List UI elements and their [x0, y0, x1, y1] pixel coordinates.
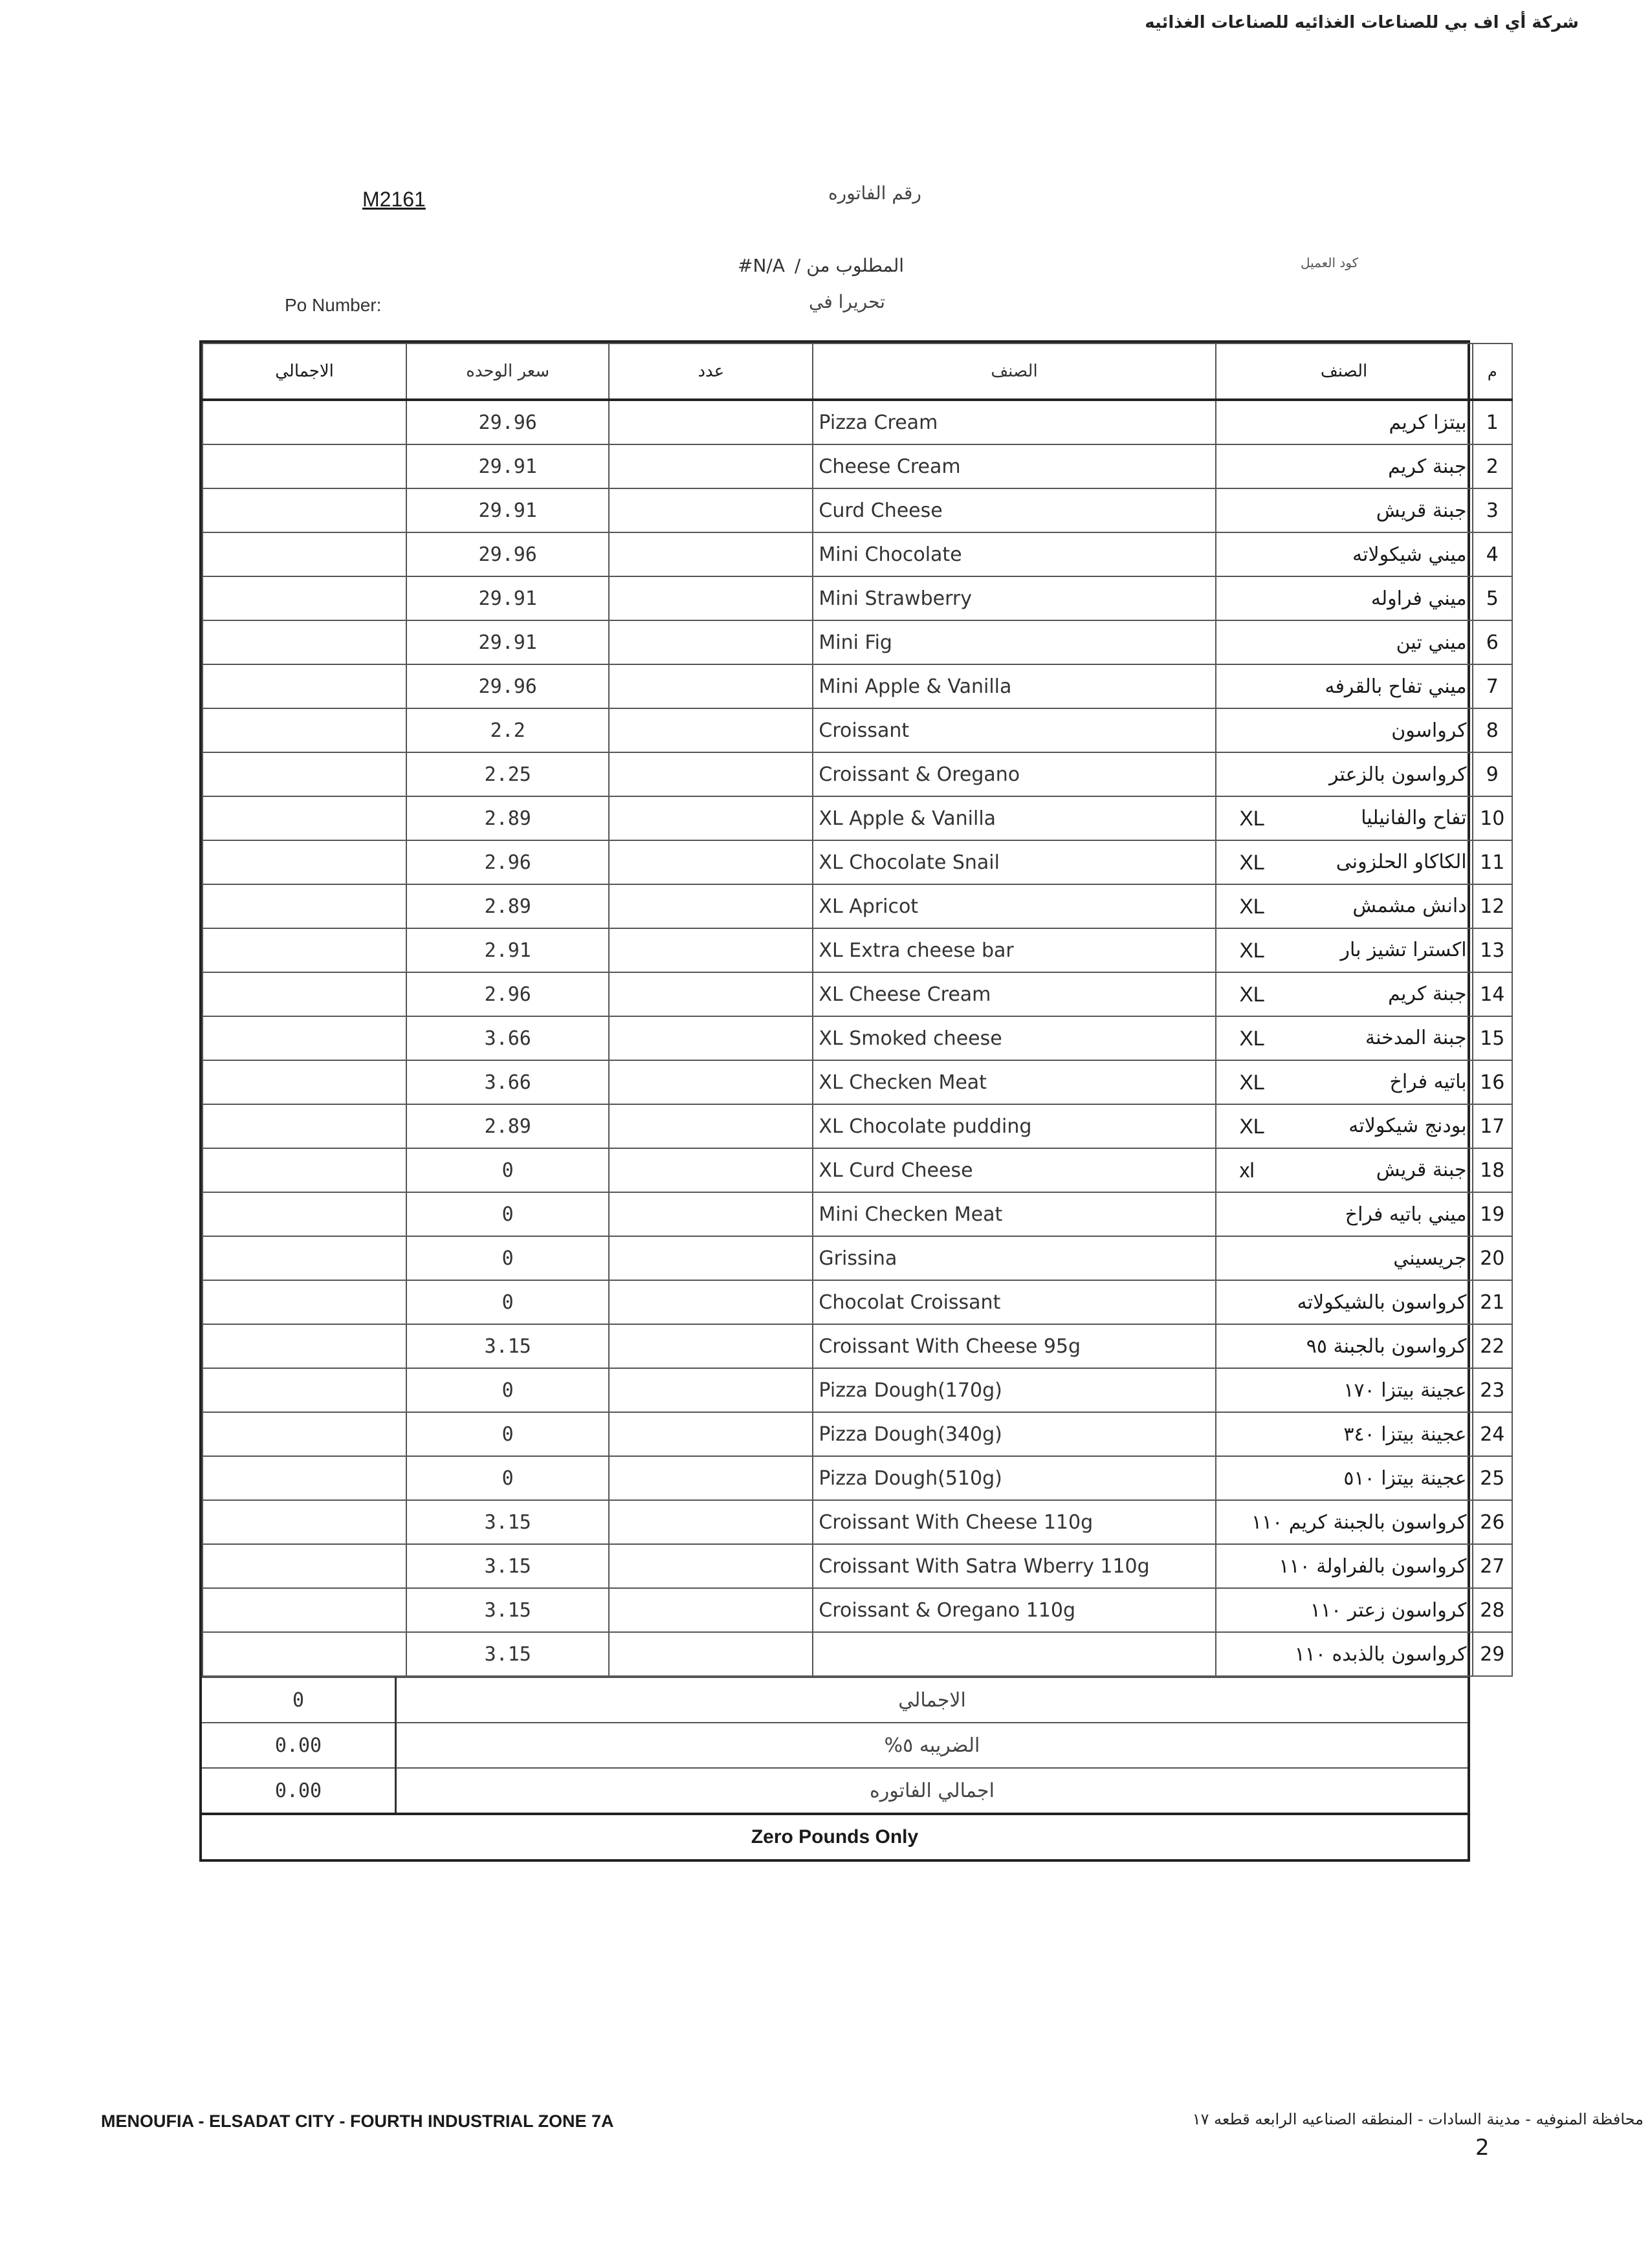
row-item-en: Mini Chocolate	[813, 532, 1215, 576]
po-number-label: Po Number:	[285, 295, 382, 315]
row-total-cell	[203, 576, 406, 620]
row-qty-cell	[609, 1368, 813, 1412]
row-item-ar	[1216, 1412, 1473, 1456]
row-total-cell	[203, 1412, 406, 1456]
company-name: شركة أي اف بي للصناعات الغذائيه للصناعات الغذائيه	[1145, 13, 1579, 32]
tax-label: الضريبه ٥%	[396, 1723, 1468, 1768]
row-unit-price: 29.96	[406, 664, 609, 708]
row-unit-price: 0	[406, 1280, 609, 1324]
table-row	[203, 1500, 1512, 1544]
row-number: 10	[1473, 796, 1512, 840]
row-item-en: XL Apricot	[813, 884, 1215, 928]
row-total-cell	[203, 1060, 406, 1104]
row-item-ar	[1216, 972, 1473, 1016]
row-item-ar-text: كرواسون بالزعتر	[1329, 763, 1467, 786]
table-row	[203, 1456, 1512, 1500]
requested-from-value: #N/A	[738, 255, 785, 276]
row-item-en: XL Apple & Vanilla	[813, 796, 1215, 840]
row-qty-cell	[609, 928, 813, 972]
row-qty-cell	[609, 400, 813, 444]
row-total-cell	[203, 1192, 406, 1236]
invoice-total-row	[202, 1768, 1468, 1813]
row-item-ar-text: كرواسون بالذبده ١١٠	[1294, 1642, 1467, 1666]
header-item-en: الصنف	[813, 343, 1215, 400]
row-total-cell	[203, 752, 406, 796]
table-row	[203, 972, 1512, 1016]
row-total-cell	[203, 1456, 406, 1500]
row-item-ar	[1216, 884, 1473, 928]
row-qty-cell	[609, 1060, 813, 1104]
row-total-cell	[203, 1016, 406, 1060]
subtotal-value: 0	[202, 1677, 396, 1723]
row-unit-price: 29.96	[406, 400, 609, 444]
row-total-cell	[203, 884, 406, 928]
row-item-en: XL Chocolate Snail	[813, 840, 1215, 884]
row-qty-cell	[609, 1104, 813, 1148]
row-qty-cell	[609, 708, 813, 752]
row-item-ar-text: بيتزا كريم	[1389, 411, 1467, 434]
row-item-en: Cheese Cream	[813, 444, 1215, 488]
tax-row	[202, 1723, 1468, 1768]
row-item-ar-text: كرواسون زعتر ١١٠	[1310, 1598, 1467, 1622]
row-number: 13	[1473, 928, 1512, 972]
row-item-en: Pizza Cream	[813, 400, 1215, 444]
table-row	[203, 928, 1512, 972]
table-row	[203, 884, 1512, 928]
row-number: 24	[1473, 1412, 1512, 1456]
row-item-ar	[1216, 1324, 1473, 1368]
row-unit-price: 0	[406, 1412, 609, 1456]
row-number: 8	[1473, 708, 1512, 752]
row-total-cell	[203, 400, 406, 444]
row-number: 7	[1473, 664, 1512, 708]
row-total-cell	[203, 708, 406, 752]
row-total-cell	[203, 1544, 406, 1588]
row-item-ar	[1216, 488, 1473, 532]
table-row	[203, 1544, 1512, 1588]
table-row	[203, 664, 1512, 708]
row-item-ar-text: جبنة كريم	[1388, 455, 1467, 478]
table-row	[203, 1588, 1512, 1632]
row-qty-cell	[609, 1588, 813, 1632]
row-unit-price: 2.91	[406, 928, 609, 972]
row-total-cell	[203, 444, 406, 488]
table-row	[203, 488, 1512, 532]
row-qty-cell	[609, 1324, 813, 1368]
row-size-tag: XL	[1239, 1026, 1265, 1050]
row-qty-cell	[609, 576, 813, 620]
row-item-ar	[1216, 752, 1473, 796]
row-item-en: XL Checken Meat	[813, 1060, 1215, 1104]
row-number: 25	[1473, 1456, 1512, 1500]
row-size-tag: xl	[1239, 1158, 1255, 1182]
row-item-ar	[1216, 576, 1473, 620]
row-qty-cell	[609, 1544, 813, 1588]
row-item-ar-text: عجينة بيتزا ٣٤٠	[1343, 1423, 1467, 1446]
row-unit-price: 0	[406, 1236, 609, 1280]
row-unit-price: 3.15	[406, 1324, 609, 1368]
row-item-ar-text: جبنة قريش	[1376, 1158, 1467, 1181]
row-item-en: Croissant & Oregano	[813, 752, 1215, 796]
row-number: 19	[1473, 1192, 1512, 1236]
customer-code-label: كود العميل	[1301, 255, 1359, 270]
row-unit-price: 3.66	[406, 1060, 609, 1104]
row-item-ar-text: ميني تفاح بالقرفه	[1325, 675, 1467, 698]
row-item-ar	[1216, 400, 1473, 444]
row-number: 9	[1473, 752, 1512, 796]
row-unit-price: 3.15	[406, 1500, 609, 1544]
row-item-ar-text: كرواسون بالجبنة ٩٥	[1306, 1335, 1467, 1358]
row-unit-price: 3.15	[406, 1632, 609, 1676]
row-unit-price: 2.2	[406, 708, 609, 752]
row-unit-price: 0	[406, 1368, 609, 1412]
row-size-tag: XL	[1239, 938, 1265, 962]
table-row	[203, 1236, 1512, 1280]
row-number: 29	[1473, 1632, 1512, 1676]
row-total-cell	[203, 928, 406, 972]
row-item-en: Mini Strawberry	[813, 576, 1215, 620]
footer-address-ar: محافظة المنوفيه - مدينة السادات - المنطقه الصناعيه الرابعه قطعه ١٧	[1192, 2110, 1644, 2128]
row-unit-price: 0	[406, 1192, 609, 1236]
invoice-total-label: اجمالي الفاتوره	[396, 1768, 1468, 1813]
row-item-ar-text: ميني باتيه فراخ	[1345, 1203, 1467, 1226]
row-total-cell	[203, 532, 406, 576]
row-item-ar	[1216, 532, 1473, 576]
row-qty-cell	[609, 972, 813, 1016]
row-item-en: XL Chocolate pudding	[813, 1104, 1215, 1148]
row-qty-cell	[609, 488, 813, 532]
row-total-cell	[203, 620, 406, 664]
row-number: 3	[1473, 488, 1512, 532]
header-total: الاجمالي	[203, 343, 406, 400]
row-qty-cell	[609, 620, 813, 664]
row-number: 5	[1473, 576, 1512, 620]
row-item-ar	[1216, 444, 1473, 488]
table-row	[203, 1632, 1512, 1676]
row-item-en: Croissant With Cheese 110g	[813, 1500, 1215, 1544]
requested-from	[738, 255, 904, 276]
row-qty-cell	[609, 1500, 813, 1544]
row-qty-cell	[609, 1632, 813, 1676]
table-row	[203, 400, 1512, 444]
row-item-ar	[1216, 620, 1473, 664]
invoice-total-value: 0.00	[202, 1768, 396, 1813]
row-item-ar	[1216, 1544, 1473, 1588]
row-number: 17	[1473, 1104, 1512, 1148]
row-unit-price: 29.91	[406, 576, 609, 620]
row-qty-cell	[609, 884, 813, 928]
row-unit-price: 3.66	[406, 1016, 609, 1060]
row-item-ar	[1216, 1280, 1473, 1324]
row-number: 11	[1473, 840, 1512, 884]
row-total-cell	[203, 1104, 406, 1148]
row-item-ar-text: دانش مشمش	[1352, 894, 1467, 917]
row-total-cell	[203, 1588, 406, 1632]
table-row	[203, 1192, 1512, 1236]
row-item-en: Grissina	[813, 1236, 1215, 1280]
subtotal-row	[202, 1677, 1468, 1723]
table-row	[203, 444, 1512, 488]
row-total-cell	[203, 1148, 406, 1192]
row-item-ar	[1216, 664, 1473, 708]
row-item-ar	[1216, 708, 1473, 752]
table-row	[203, 1060, 1512, 1104]
row-item-en: Croissant	[813, 708, 1215, 752]
row-item-ar	[1216, 1104, 1473, 1148]
row-qty-cell	[609, 840, 813, 884]
row-total-cell	[203, 840, 406, 884]
row-total-cell	[203, 972, 406, 1016]
row-number: 23	[1473, 1368, 1512, 1412]
row-item-en: Mini Apple & Vanilla	[813, 664, 1215, 708]
subtotal-label: الاجمالي	[396, 1677, 1468, 1723]
table-row	[203, 620, 1512, 664]
row-total-cell	[203, 488, 406, 532]
row-item-ar	[1216, 796, 1473, 840]
row-item-en: XL Extra cheese bar	[813, 928, 1215, 972]
row-size-tag: XL	[1239, 894, 1265, 918]
row-unit-price: 3.15	[406, 1544, 609, 1588]
row-number: 15	[1473, 1016, 1512, 1060]
row-item-ar-text: جريسيني	[1393, 1247, 1467, 1270]
row-number: 20	[1473, 1236, 1512, 1280]
row-unit-price: 0	[406, 1148, 609, 1192]
row-number: 26	[1473, 1500, 1512, 1544]
page-number: 2	[1475, 2135, 1490, 2161]
row-qty-cell	[609, 1148, 813, 1192]
row-size-tag: XL	[1239, 806, 1265, 830]
row-qty-cell	[609, 444, 813, 488]
row-item-en: XL Curd Cheese	[813, 1148, 1215, 1192]
row-item-ar	[1216, 1016, 1473, 1060]
row-item-en: Mini Checken Meat	[813, 1192, 1215, 1236]
row-number: 4	[1473, 532, 1512, 576]
row-size-tag: XL	[1239, 982, 1265, 1006]
row-size-tag: XL	[1239, 850, 1265, 874]
table-row	[203, 1016, 1512, 1060]
row-qty-cell	[609, 664, 813, 708]
row-qty-cell	[609, 1016, 813, 1060]
table-row	[203, 576, 1512, 620]
table-header-row	[203, 343, 1512, 400]
row-item-en: Mini Fig	[813, 620, 1215, 664]
row-item-ar-text: تفاح والفانيليا	[1361, 806, 1467, 829]
table-row	[203, 752, 1512, 796]
table-row	[203, 1280, 1512, 1324]
row-number: 28	[1473, 1588, 1512, 1632]
invoice-number-label: رقم الفاتوره	[828, 182, 921, 204]
row-qty-cell	[609, 752, 813, 796]
row-item-ar-text: جبنة كريم	[1388, 982, 1467, 1005]
table-row	[203, 796, 1512, 840]
row-item-ar-text: ميني فراوله	[1370, 587, 1467, 610]
row-qty-cell	[609, 1280, 813, 1324]
row-total-cell	[203, 1500, 406, 1544]
row-unit-price: 29.96	[406, 532, 609, 576]
row-number: 1	[1473, 400, 1512, 444]
row-item-en: Pizza Dough(340g)	[813, 1412, 1215, 1456]
table-row	[203, 840, 1512, 884]
row-total-cell	[203, 1632, 406, 1676]
row-item-en: Croissant & Oregano 110g	[813, 1588, 1215, 1632]
row-number: 21	[1473, 1280, 1512, 1324]
row-item-ar-text: جبنة المدخنة	[1365, 1026, 1467, 1049]
row-number: 14	[1473, 972, 1512, 1016]
row-item-ar	[1216, 840, 1473, 884]
table-row	[203, 708, 1512, 752]
row-qty-cell	[609, 1456, 813, 1500]
row-qty-cell	[609, 532, 813, 576]
header-qty: عدد	[609, 343, 813, 400]
row-unit-price: 2.96	[406, 840, 609, 884]
row-item-ar-text: كرواسون بالجبنة كريم ١١٠	[1251, 1510, 1467, 1534]
row-item-ar-text: جبنة قريش	[1376, 499, 1467, 522]
row-unit-price: 3.15	[406, 1588, 609, 1632]
row-item-en: Chocolat Croissant	[813, 1280, 1215, 1324]
table-row	[203, 1148, 1512, 1192]
row-number: 2	[1473, 444, 1512, 488]
row-total-cell	[203, 796, 406, 840]
row-item-ar-text: كرواسون بالفراولة ١١٠	[1279, 1554, 1467, 1578]
row-total-cell	[203, 1236, 406, 1280]
row-item-ar-text: كرواسون	[1391, 719, 1467, 742]
row-item-ar-text: بودنج شيكولاته	[1348, 1114, 1467, 1137]
row-item-ar-text: باتيه فراخ	[1389, 1070, 1467, 1093]
row-item-ar-text: عجينة بيتزا ١٧٠	[1343, 1379, 1467, 1402]
row-unit-price: 2.96	[406, 972, 609, 1016]
table-row	[203, 532, 1512, 576]
row-unit-price: 2.89	[406, 796, 609, 840]
row-item-ar	[1216, 1192, 1473, 1236]
row-item-ar-text: اكسترا تشيز بار	[1340, 938, 1467, 961]
row-total-cell	[203, 664, 406, 708]
row-unit-price: 2.89	[406, 1104, 609, 1148]
row-item-ar	[1216, 1060, 1473, 1104]
row-item-ar	[1216, 1500, 1473, 1544]
row-number: 12	[1473, 884, 1512, 928]
row-number: 22	[1473, 1324, 1512, 1368]
row-item-ar-text: عجينة بيتزا ٥١٠	[1343, 1467, 1467, 1490]
table-row	[203, 1324, 1512, 1368]
row-qty-cell	[609, 1412, 813, 1456]
row-item-ar-text: ميني شيكولاته	[1352, 543, 1467, 566]
row-total-cell	[203, 1280, 406, 1324]
row-item-ar	[1216, 1368, 1473, 1412]
row-unit-price: 0	[406, 1456, 609, 1500]
row-item-ar-text: كرواسون بالشيكولاته	[1297, 1291, 1467, 1314]
row-size-tag: XL	[1239, 1114, 1265, 1138]
row-item-en: XL Smoked cheese	[813, 1016, 1215, 1060]
row-item-en: Pizza Dough(510g)	[813, 1456, 1215, 1500]
amount-in-words: Zero Pounds Only	[202, 1813, 1468, 1859]
table-row	[203, 1412, 1512, 1456]
row-item-ar-text: ميني تين	[1396, 631, 1467, 654]
row-item-ar	[1216, 928, 1473, 972]
row-unit-price: 29.91	[406, 620, 609, 664]
written-in-label: تحريرا في	[809, 291, 885, 312]
row-item-en: Pizza Dough(170g)	[813, 1368, 1215, 1412]
row-total-cell	[203, 1368, 406, 1412]
header-item-ar: الصنف	[1216, 343, 1473, 400]
row-unit-price: 29.91	[406, 488, 609, 532]
row-item-en: XL Cheese Cream	[813, 972, 1215, 1016]
header-unit-price: سعر الوحده	[406, 343, 609, 400]
row-item-ar	[1216, 1236, 1473, 1280]
footer-address-en: MENOUFIA - ELSADAT CITY - FOURTH INDUSTRIAL ZONE 7A	[101, 2111, 614, 2131]
header-no: م	[1473, 343, 1512, 400]
row-item-ar	[1216, 1588, 1473, 1632]
summary-table	[202, 1677, 1468, 1813]
row-number: 27	[1473, 1544, 1512, 1588]
row-item-en: Croissant With Satra Wberry 110g	[813, 1544, 1215, 1588]
row-unit-price: 2.89	[406, 884, 609, 928]
requested-from-label: المطلوب من /	[794, 255, 905, 276]
row-total-cell	[203, 1324, 406, 1368]
row-item-ar	[1216, 1456, 1473, 1500]
row-item-en: Curd Cheese	[813, 488, 1215, 532]
row-number: 18	[1473, 1148, 1512, 1192]
items-grid	[202, 343, 1513, 1677]
tax-value: 0.00	[202, 1723, 396, 1768]
row-number: 6	[1473, 620, 1512, 664]
row-item-en	[813, 1632, 1215, 1676]
row-unit-price: 29.91	[406, 444, 609, 488]
items-table	[199, 340, 1505, 1862]
table-row	[203, 1368, 1512, 1412]
row-qty-cell	[609, 1236, 813, 1280]
row-item-ar	[1216, 1632, 1473, 1676]
row-size-tag: XL	[1239, 1070, 1265, 1094]
invoice-number: M2161	[362, 188, 426, 211]
table-row	[203, 1104, 1512, 1148]
row-item-ar	[1216, 1148, 1473, 1192]
row-qty-cell	[609, 1192, 813, 1236]
row-unit-price: 2.25	[406, 752, 609, 796]
row-number: 16	[1473, 1060, 1512, 1104]
row-item-ar-text: الكاكاو الحلزونى	[1336, 850, 1467, 873]
row-qty-cell	[609, 796, 813, 840]
row-item-en: Croissant With Cheese 95g	[813, 1324, 1215, 1368]
